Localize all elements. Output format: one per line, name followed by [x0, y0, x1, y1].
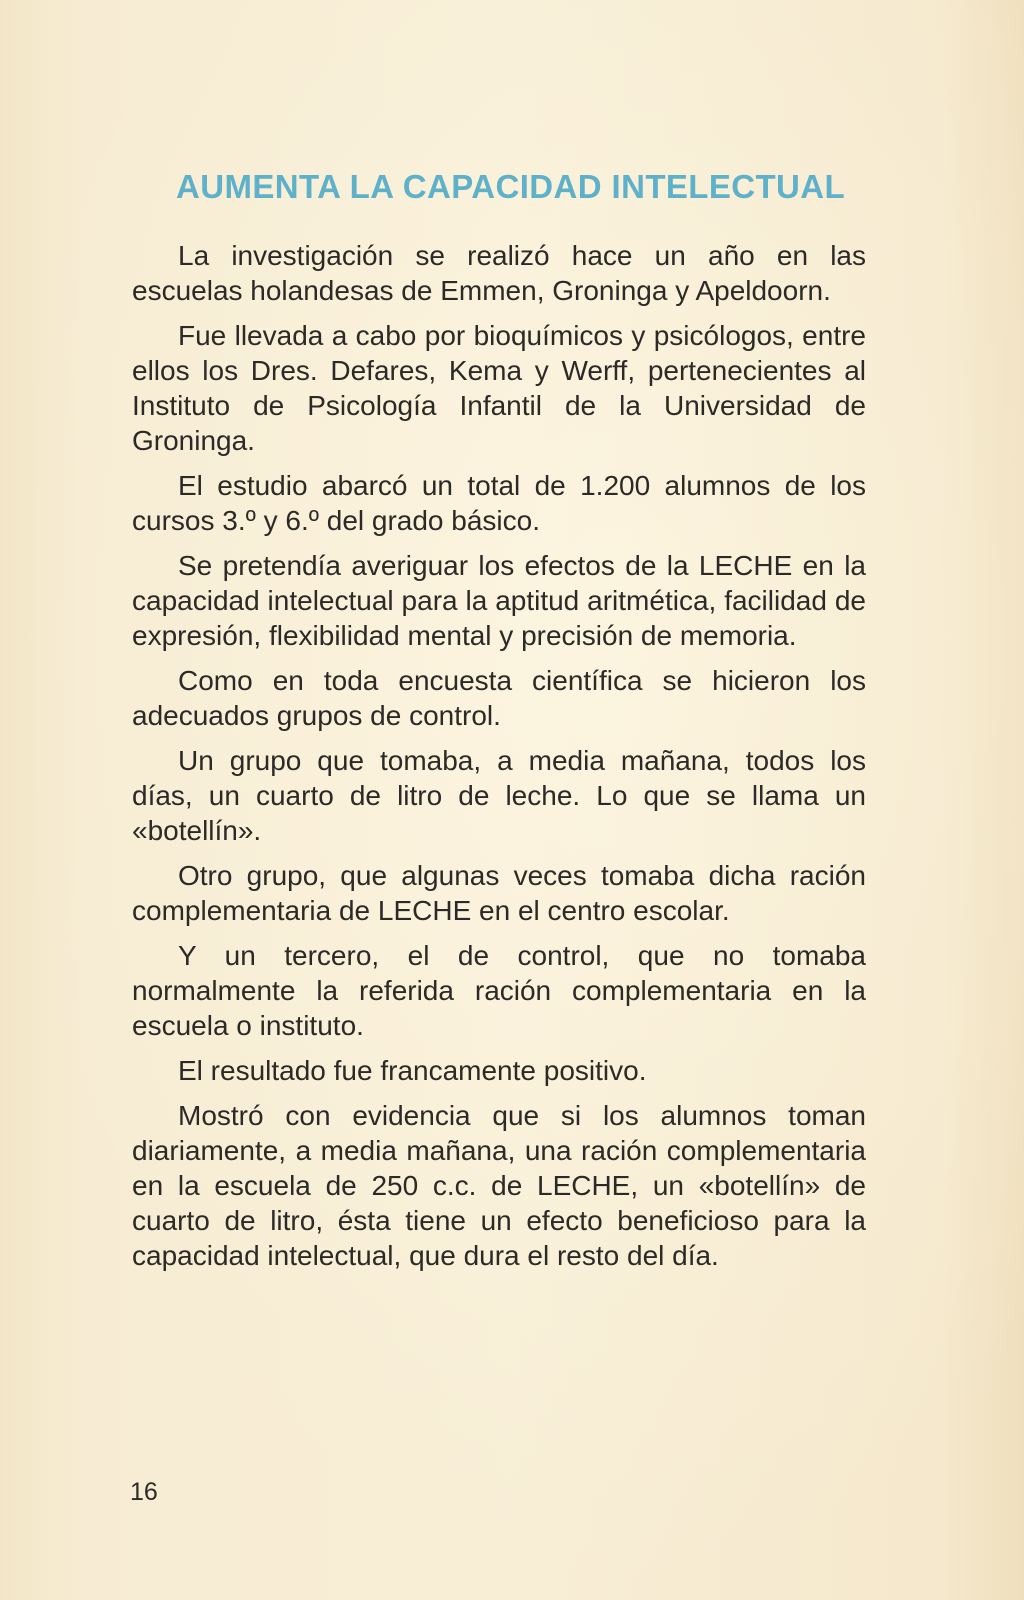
body-text — [132, 238, 866, 1283]
page-title: AUMENTA LA CAPACIDAD INTELECTUAL — [176, 168, 846, 206]
paragraph-9: El resultado fue francamente positivo. — [178, 1055, 647, 1086]
paragraph-5: Como en toda encuesta científica se hicieron los adecuados grupos de control. — [132, 665, 866, 731]
paragraph-4: Se pretendía averiguar los efectos de la LECHE en la capacidad intelectual para la aptitud aritmética, facilidad de expresión, flexibilidad mental y precisión de memoria. — [132, 550, 866, 651]
paragraph-7: Otro grupo, que algunas veces tomaba dicha ración complementaria de LECHE en el centro escolar. — [132, 860, 866, 926]
paragraph-3: El estudio abarcó un total de 1.200 alumnos de los cursos 3.º y 6.º del grado básico. — [132, 470, 866, 536]
paragraph-2: Fue llevada a cabo por bioquímicos y psicólogos, entre ellos los Dres. Defares, Kema y Werff, pertenecientes al Instituto de Psicología Infantil de la Universidad de Groninga. — [132, 320, 866, 456]
page-number: 16 — [130, 1478, 158, 1506]
paragraph-1: La investigación se realizó hace un año en las escuelas holandesas de Emmen, Groninga y Apeldoorn. — [132, 240, 866, 306]
paragraph-8: Y un tercero, el de control, que no tomaba normalmente la referida ración complementaria en la escuela o instituto. — [132, 940, 866, 1041]
paragraph-10: Mostró con evidencia que si los alumnos toman diariamente, a media mañana, una ración complementaria en la escuela de 250 c.c. de LECHE, un «botellín» de cuarto de litro, ésta tiene un efecto beneficioso para la capacidad intelectual, que dura el resto del día. — [132, 1100, 866, 1271]
paragraph-6: Un grupo que tomaba, a media mañana, todos los días, un cuarto de litro de leche. Lo que se llama un «botellín». — [132, 745, 866, 846]
